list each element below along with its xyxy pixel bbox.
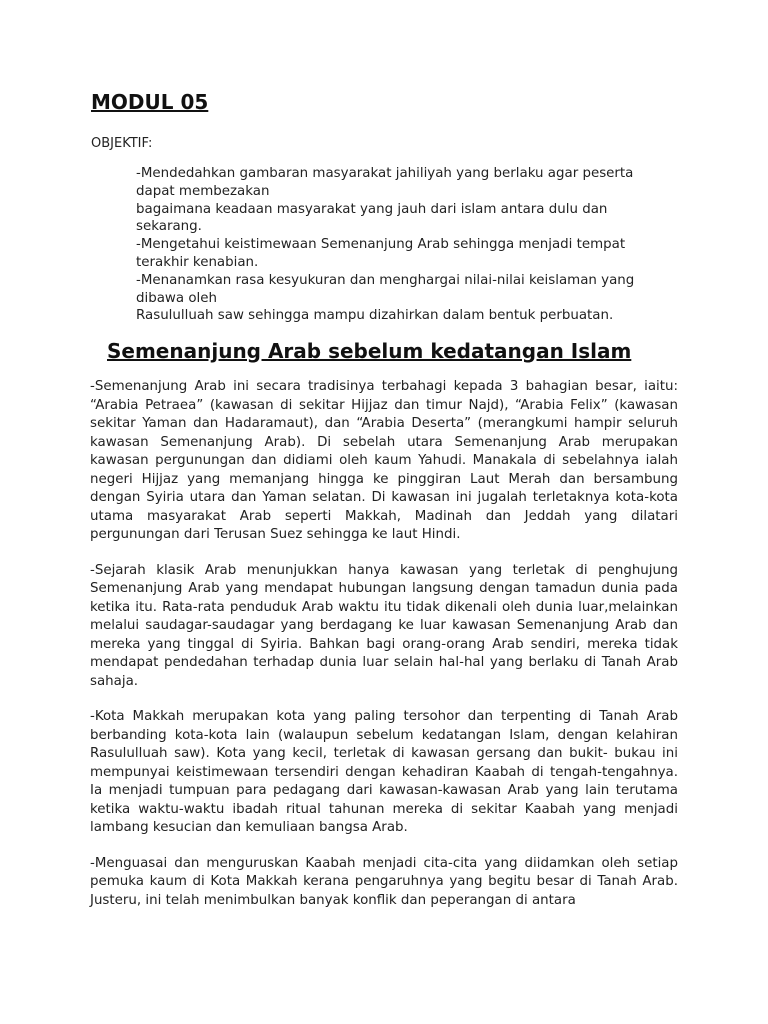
objective-item: -Mendedahkan gambaran masyarakat jahiliyah yang berlaku agar peserta dapat membezakan xyxy=(136,166,634,199)
objective-item: -Mengetahui keistimewaan Semenanjung Arab sehingga menjadi tempat terakhir kenabian. xyxy=(136,237,626,270)
paragraph: -Sejarah klasik Arab menunjukkan hanya kawasan yang terletak di penghujung Semenanjung Arab yang mendapat hubungan langsung dengan tamadun dunia pada ketika itu. Rata-rata penduduk Arab waktu itu tidak dikenali oleh dunia luar,melainkan melalui saudagar-saudagar yang berdagang ke luar kawasan Semenanjung Arab dan mereka yang tinggal di Syiria. Bahkan bagi orang-orang Arab sendiri, mereka tidak mendapat pendedahan terhadap dunia luar selain hal-hal yang berlaku di Tanah Arab sahaja. xyxy=(90,562,678,689)
paragraph: -Semenanjung Arab ini secara tradisinya terbahagi kepada 3 bahagian besar, iaitu: “Arabia Petraea” (kawasan di sekitar Hijjaz dan timur Najd), “Arabia Felix” (kawasan sekitar Yaman dan Hadaramaut), dan “Arabia Deserta” (merangkumi hampir seluruh kawasan Semenanjung Arab). Di sebelah utara Semenanjung Arab merupakan kawasan pergunungan dan didiami oleh kaum Yahudi. Manakala di sebelahnya ialah negeri Hijjaz yang memanjang hingga ke pinggiran Laut Merah dan bersambung dengan Syiria utara dan Yaman selatan. Di kawasan ini jugalah terletaknya kota-kota utama masyarakat Arab seperti Makkah, Madinah dan Jeddah yang dilatari pergunungan dari Terusan Suez sehingga ke laut Hindi. xyxy=(90,379,678,542)
objectives-list xyxy=(136,165,676,325)
objective-item: -Menanamkan rasa kesyukuran dan menghargai nilai-nilai keislaman yang dibawa oleh xyxy=(136,272,635,306)
paragraph: -Menguasai dan menguruskan Kaabah menjadi cita-cita yang diidamkan oleh setiap pemuka kaum di Kota Makkah kerana pengaruhnya yang begitu besar di Tanah Arab. Justeru, ini telah menimbulkan banyak konflik dan peperangan di antara xyxy=(90,855,678,908)
objectives-label: OBJEKTIF: xyxy=(91,136,153,151)
paragraph: -Kota Makkah merupakan kota yang paling tersohor dan terpenting di Tanah Arab berbanding kota-kota lain (walaupun sebelum kedatangan Islam, dengan kelahiran Rasululluah saw). Kota yang kecil, terletak di kawasan gersang dan bukit- bukau ini mempunyai keistimewaan tersendiri dengan kehadiran Kaabah di tengah-tengahnya. Ia menjadi tumpuan para pedagang dari kawasan-kawasan Arab yang lain terutama ketika waktu-waktu ibadah ritual tahunan mereka di sekitar Kaabah yang menjadi lambang kesucian dan kemuliaan bangsa Arab. xyxy=(90,709,678,835)
section-heading: Semenanjung Arab sebelum kedatangan Islam xyxy=(107,339,632,363)
module-title: MODUL 05 xyxy=(91,90,209,114)
objective-item: bagaimana keadaan masyarakat yang jauh dari islam antara dulu dan sekarang. xyxy=(136,201,608,235)
objective-item: Rasululluah saw sehingga mampu dizahirkan dalam bentuk perbuatan. xyxy=(136,308,614,324)
body-text xyxy=(90,378,678,927)
